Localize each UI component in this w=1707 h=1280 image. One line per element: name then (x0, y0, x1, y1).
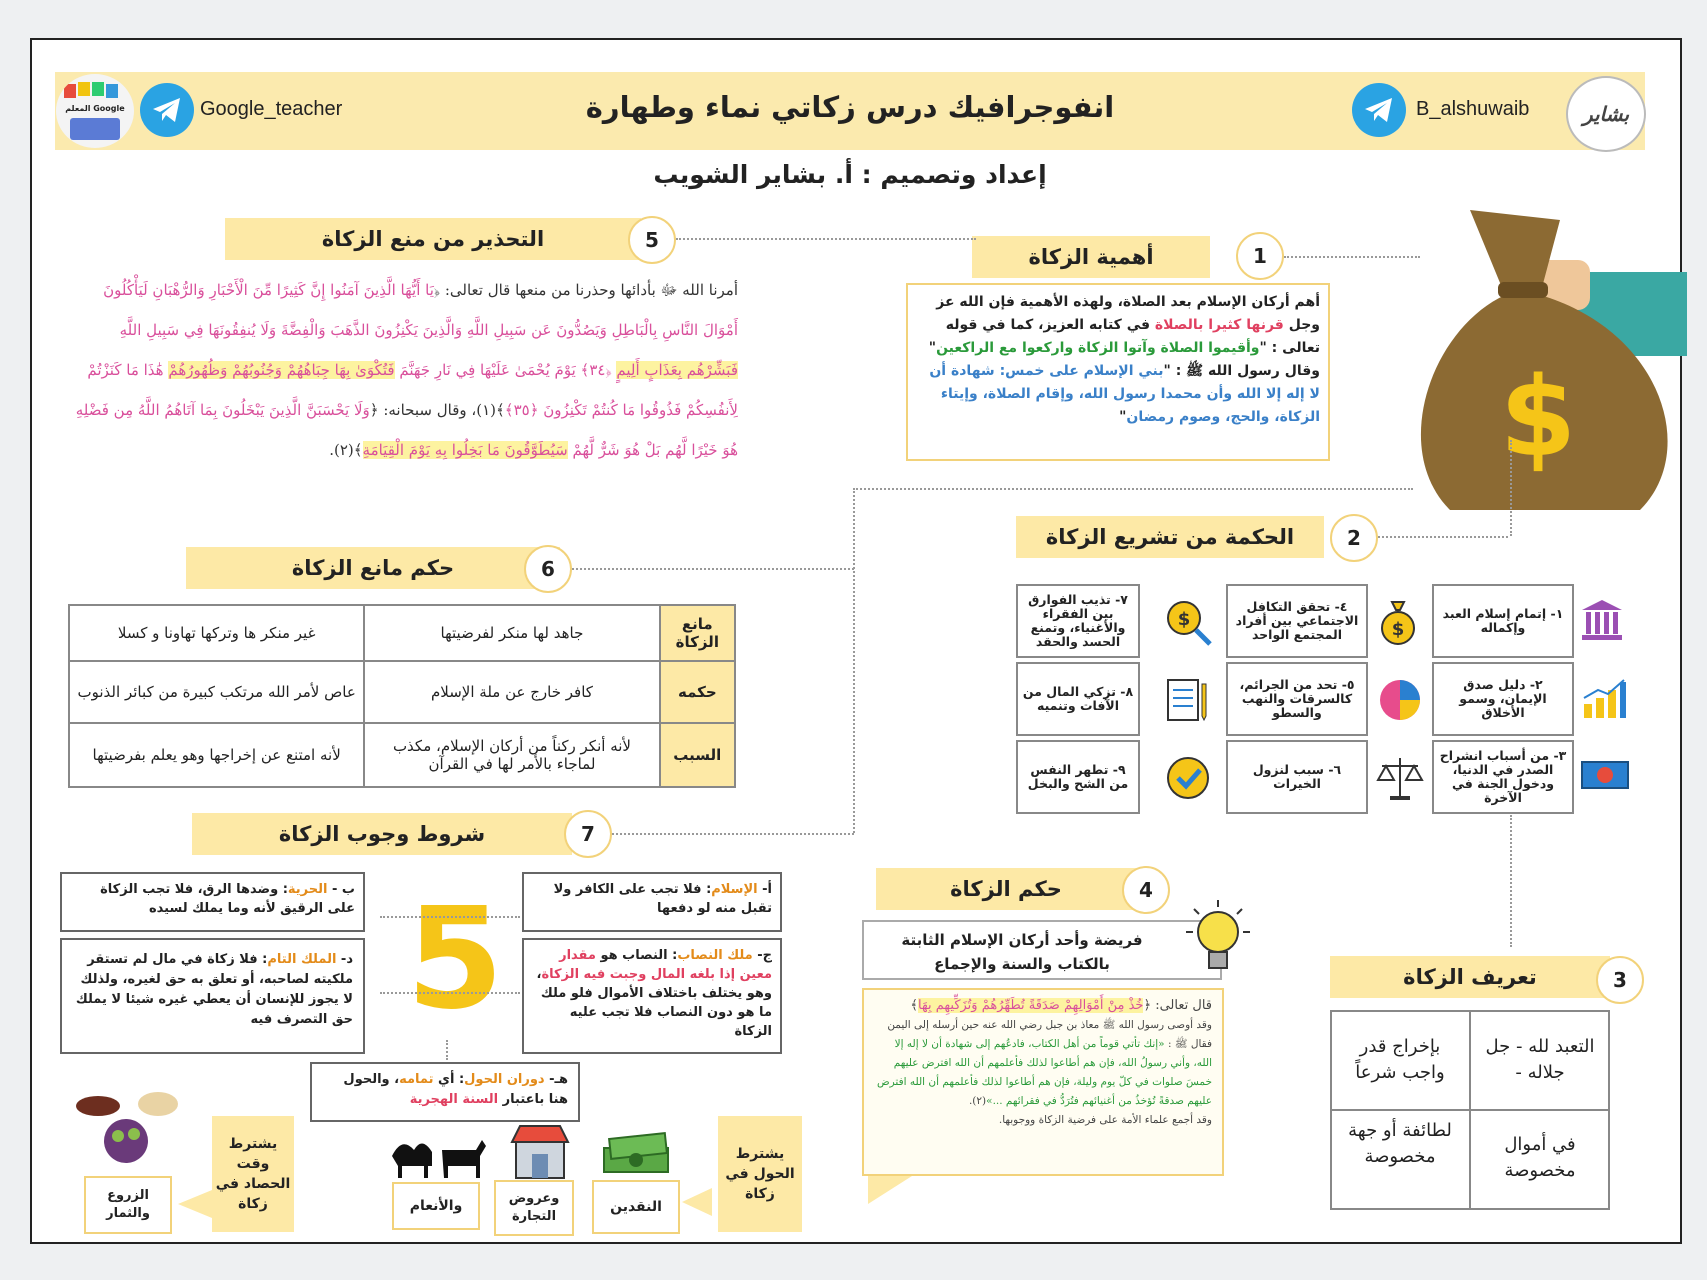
page-title: انفوجرافيك درس زكاتي نماء وطهارة (585, 90, 1115, 124)
s4-hadith: «إنك تأتي قوماً من أهل الكتاب، فادعُهم إلى شهادة أن لا إله إلا الله، وأني رسولُ الله، فإن هم أطاعوا لذلك فأعلمهم أن الله افترض عليهم خمسَ صلوات في كلّ يوم وليلة، فإن هم أطاعوا لذلك فأعلمهم أن الله افترض عليهم صدقةً تُؤخذُ من أغنيائهم فتُرَدُّ في فقرائهم ...» (876, 1038, 1212, 1107)
lightbulb-icon (1180, 898, 1256, 982)
b-text: : وضدها الرق، فلا تجب الزكاة على الرقيق لأنه وما يملك لسيده (100, 882, 355, 916)
section6-table (68, 604, 736, 788)
d-label: د- (336, 952, 353, 967)
s6-cell: كافر خارج عن ملة الإسلام (364, 661, 659, 723)
s6-cell: جاهد لها منكر لفرضيتها (364, 605, 659, 661)
svg-text:$: $ (1391, 619, 1405, 640)
s1-red-text: قرنها كثيرا بالصلاة (1154, 317, 1284, 333)
s2-item: ٧- تذيب الفوارق بين الفقراء والأغنياء، وتمنع الحسد والحقد (1016, 584, 1140, 658)
piechart-icon (1376, 676, 1426, 728)
s6-cell: لأنه أنكر ركناً من أركان الإسلام، مكذب لماجاء بالأمر لها في القرآن (364, 723, 659, 787)
s5-verse1: يَا أَيُّهَا الَّذِينَ آمَنُوا إِنَّ كَثِيرًا مِّنَ الْأَحْبَارِ وَالرُّهْبَانِ لَيَأْكُلُونَ أَمْوَالَ النَّاسِ بِالْبَاطِلِ وَيَصُدُّونَ عَن سَبِيلِ اللَّهِ وَالَّذِينَ يَكْنِزُونَ الذَّهَبَ وَالْفِضَّةَ وَلَا يُنفِقُونَهَا فِي سَبِيلِ اللَّهِ (103, 281, 738, 339)
section3-number: 3 (1596, 956, 1644, 1004)
s5-verse4: وَلَا يَحْسَبَنَّ الَّذِينَ يَبْخَلُونَ بِمَا آتَاهُمُ اللَّهُ مِن فَضْلِهِ هُوَ خَيْرًا لَّهُم بَلْ هُوَ شَرٌّ لَّهُمْ (75, 401, 738, 459)
s1-text-b: في كتابه العزيز، كما في قوله تعالى : " (945, 317, 1320, 356)
e-key: دوران الحول (464, 1072, 545, 1087)
livestock-label: والأنعام (409, 1198, 463, 1214)
a-label: أ- (757, 882, 772, 897)
cash-stack-icon (600, 1124, 672, 1176)
section5-text (70, 270, 738, 470)
handle-left[interactable]: Google_teacher (200, 98, 343, 120)
s5-verse1-highlight: فَبَشِّرْهُم بِعَذَابٍ أَلِيمٍ (616, 361, 738, 379)
speech-tail (868, 1176, 912, 1204)
logo-left-text: المعلم Google (65, 104, 125, 113)
s2-item: ٣- من أسباب انشراح الصدر في الدنيا، ودخول الجنة في الآخرة (1432, 740, 1574, 814)
s1-verse: وأقيموا الصلاة وآتوا الزكاة واركعوا مع الراكعين (936, 340, 1260, 356)
livestock-box (392, 1182, 480, 1230)
s4-hadith-intro: وقد أوصى رسول الله ﷺ معاذ بن جبل رضي الله عنه حين أرسله إلى اليمن فقال ﷺ : (887, 1019, 1212, 1050)
s1-hadith: بني الإسلام على خمس: شهادة أن لا إله إلا الله وأن محمدا رسول الله، وإقام الصلاة، وإيتاء الزكاة، والحج، وصوم رمضان (929, 363, 1320, 425)
checkmark-icon (1164, 754, 1212, 806)
connector (1510, 815, 1512, 947)
connector (1378, 536, 1508, 538)
year-note-text: يشترط الحول في زكاة (725, 1146, 795, 1202)
s3-cell: بإخراج قدر واجب شرعاً (1355, 1036, 1445, 1083)
telegram-icon-left[interactable] (140, 83, 194, 137)
svg-text:$: $ (1177, 609, 1191, 630)
s2-item: ٩- تطهر النفس من الشح والبخل (1016, 740, 1140, 814)
section3-grid-hline (1330, 1109, 1610, 1111)
c-red: مقدار معين إذا بلغه المال وجبت فيه الزكاة (541, 948, 772, 982)
s5-verse3: هَٰذَا مَا كَنَزْتُمْ لِأَنفُسِكُمْ فَذُوقُوا مَا كُنتُمْ تَكْنِزُونَ ﴿٣٥﴾ (87, 361, 738, 419)
section6-number: 6 (524, 545, 572, 593)
crops-box (84, 1176, 172, 1234)
logo-right (1566, 76, 1646, 152)
s4-ruling-text: فريضة وأحد أركان الإسلام الثابتة بالكتاب والسنة والإجماع (901, 931, 1143, 973)
connector (1510, 440, 1512, 536)
telegram-icon-right[interactable] (1352, 83, 1406, 137)
livestock-illustration (388, 1126, 488, 1182)
c-key: ملك النصاب (677, 948, 753, 963)
section2-title: الحكمة من تشريع الزكاة (1016, 516, 1324, 558)
crops-label: الزروع والثمار (106, 1188, 150, 1221)
moneybag-icon (1376, 598, 1420, 650)
connector (1284, 256, 1420, 258)
s1-text: أهم أركان الإسلام بعد الصلاة، ولهذه الأهمية فإن الله عز وجل (936, 294, 1320, 333)
connector-spine (853, 488, 855, 833)
section6-title: حكم مانع الزكاة (186, 547, 560, 589)
logo-right-text: بشاير (1582, 102, 1630, 126)
condition-b (60, 872, 365, 932)
section4-quote-box (862, 988, 1224, 1176)
s4-quote-verse: خُذْ مِنْ أَمْوَالِهِمْ صَدَقَةً تُطَهِّرُهُمْ وَتُزَكِّيهِم بِهَا (918, 998, 1144, 1013)
s6-cell: لأنه امتنع عن إخراجها وهو يعلم بفرضيتها (69, 723, 364, 787)
e-text1: : أي (433, 1072, 465, 1087)
connector (572, 568, 854, 570)
s4-quote-close: ﴾ (910, 998, 919, 1013)
s1-hadith-intro: وقال رسول الله ﷺ : " (1163, 363, 1320, 379)
big-number-5: 5 (406, 878, 504, 1041)
chart-icon (1580, 676, 1628, 724)
d-text: : فلا زكاة في مال لم تستقر ملكيته لصاحبه، أو تعلق به حق لغيره، ولذلك لا يجوز للإنسان أن يعطي غيره شيئا لا يملك حق التصرف فيه (75, 952, 353, 1027)
e-red: السنة الهجرية (409, 1092, 499, 1107)
s6-row-head: مانع الزكاة (660, 605, 735, 661)
section7-number: 7 (564, 810, 612, 858)
s1-quote-close: " (928, 340, 937, 356)
logo-left (56, 74, 134, 148)
money-bag-illustration (1410, 200, 1690, 530)
section3-title: تعريف الزكاة (1330, 956, 1610, 998)
e-key2: تمامه (399, 1072, 434, 1087)
section4-ruling (862, 920, 1222, 980)
c-text2: ، وهو يختلف باختلاف الأموال فلو ملك ما هو دون النصاب فلا تجب عليه الزكاة (536, 967, 772, 1039)
b-label: ب - (327, 882, 355, 897)
connector (380, 916, 520, 918)
section5-title: التحذير من منع الزكاة (225, 218, 641, 260)
condition-d (60, 938, 365, 1054)
s4-consensus: وقد أجمع علماء الأمة على فرضية الزكاة ووجوبها. (998, 1114, 1212, 1126)
s1-hadith-close: " (1119, 409, 1127, 425)
section2-number: 2 (1330, 514, 1378, 562)
harvest-note-text: يشترط وقت الحصاد في زكاة (215, 1136, 291, 1212)
s6-cell: غير منكر ها وتركها تهاونا و كسلا (69, 605, 364, 661)
connector (676, 238, 976, 240)
s2-item: ٨- تزكي المال من الآفات وتنميه (1016, 662, 1140, 736)
section1-number: 1 (1236, 232, 1284, 280)
bank-icon (1580, 598, 1624, 646)
s2-item: ٢- دليل صدق الإيمان، وسمو الأخلاق (1432, 662, 1574, 736)
s5-verse4-highlight: سَيُطَوَّقُونَ مَا بَخِلُوا بِهِ يَوْمَ الْقِيَامَةِ (362, 441, 568, 459)
s5-verse2: ﴿٣٤﴾ يَوْمَ يُحْمَىٰ عَلَيْهَا فِي نَارِ جَهَنَّمَ (399, 361, 612, 379)
dates-wheat-illustration (68, 1086, 188, 1166)
s5-verse2-highlight: فَتُكْوَىٰ بِهَا جِبَاهُهُمْ وَجُنُوبُهُمْ وَظُهُورُهُمْ (168, 361, 395, 379)
trade-label: وعروض التجارة (508, 1191, 560, 1224)
condition-c (522, 938, 782, 1054)
s6-row-head: السبب (660, 723, 735, 787)
a-key: الإسلام (711, 882, 758, 897)
condition-e (310, 1062, 580, 1122)
dollar-search-icon (1164, 598, 1214, 652)
section5-number: 5 (628, 216, 676, 264)
connector (612, 833, 854, 835)
s3-cell: لطائفة أو جهة مخصوصة (1348, 1120, 1452, 1167)
cash-box (592, 1180, 680, 1234)
section4-number: 4 (1122, 866, 1170, 914)
trade-box (494, 1180, 574, 1236)
s2-item: ١- إتمام إسلام العبد وإكماله (1432, 584, 1574, 658)
s4-hadith-end: (٢). (968, 1095, 987, 1107)
scale-icon (1376, 754, 1424, 806)
e-label: هـ- (544, 1072, 568, 1087)
c-text1: : النصاب هو (595, 948, 678, 963)
arrow-left-icon (178, 1190, 212, 1218)
e-text2: ، والحول هنا باعتبار (343, 1072, 568, 1107)
document-icon (1164, 676, 1210, 728)
b-key: الحرية (287, 882, 328, 897)
cash-label: النقدين (610, 1199, 662, 1215)
d-key: الملك التام (267, 952, 337, 967)
arrow-left-icon (682, 1188, 712, 1216)
s2-item: ٦- سبب لنزول الخيرات (1226, 740, 1368, 814)
s4-quote-intro: قال تعالى: ﴿ (1143, 998, 1212, 1013)
s6-cell: عاص لأمر الله مرتكب كبيرة من كبائر الذنوب (69, 661, 364, 723)
a-text: : فلا تجب على الكافر ولا تقبل منه لو دفعها (553, 882, 772, 916)
section4-title: حكم الزكاة (876, 868, 1136, 910)
connector (446, 1040, 448, 1060)
svg-text:$: $ (1499, 353, 1577, 481)
s3-cell: التعبد لله - جل جلاله - (1485, 1036, 1595, 1083)
c-label: ج- (752, 948, 772, 963)
section1-box (906, 283, 1330, 461)
handle-right[interactable]: B_alshuwaib (1416, 98, 1530, 120)
s5-intro: أمرنا الله ﷻ بأدائها وحذرنا من منعها قال تعالى: ﴿ (433, 281, 738, 299)
shop-icon (510, 1124, 570, 1180)
year-note (718, 1116, 802, 1232)
s6-row-head: حكمه (660, 661, 735, 723)
cash-icon (1580, 754, 1630, 798)
section1-title: أهمية الزكاة (972, 236, 1210, 278)
s2-item: ٤- تحقق التكافل الاجتماعي بين أفراد المجتمع الواحد (1226, 584, 1368, 658)
page-subtitle: إعداد وتصميم : أ. بشاير الشويب (653, 160, 1047, 189)
section7-title: شروط وجوب الزكاة (192, 813, 572, 855)
s5-mid: ﴾(١)، وقال سبحانه: ﴿ (369, 401, 505, 419)
s2-item: ٥- تحد من الجرائم، كالسرقات والنهب والسطو (1226, 662, 1368, 736)
s3-cell: في أموال مخصوصة (1504, 1134, 1576, 1181)
connector (380, 992, 520, 994)
connector (853, 488, 1413, 490)
condition-a (522, 872, 782, 932)
s5-end: ﴾(٢). (329, 441, 363, 459)
harvest-note (212, 1116, 294, 1232)
